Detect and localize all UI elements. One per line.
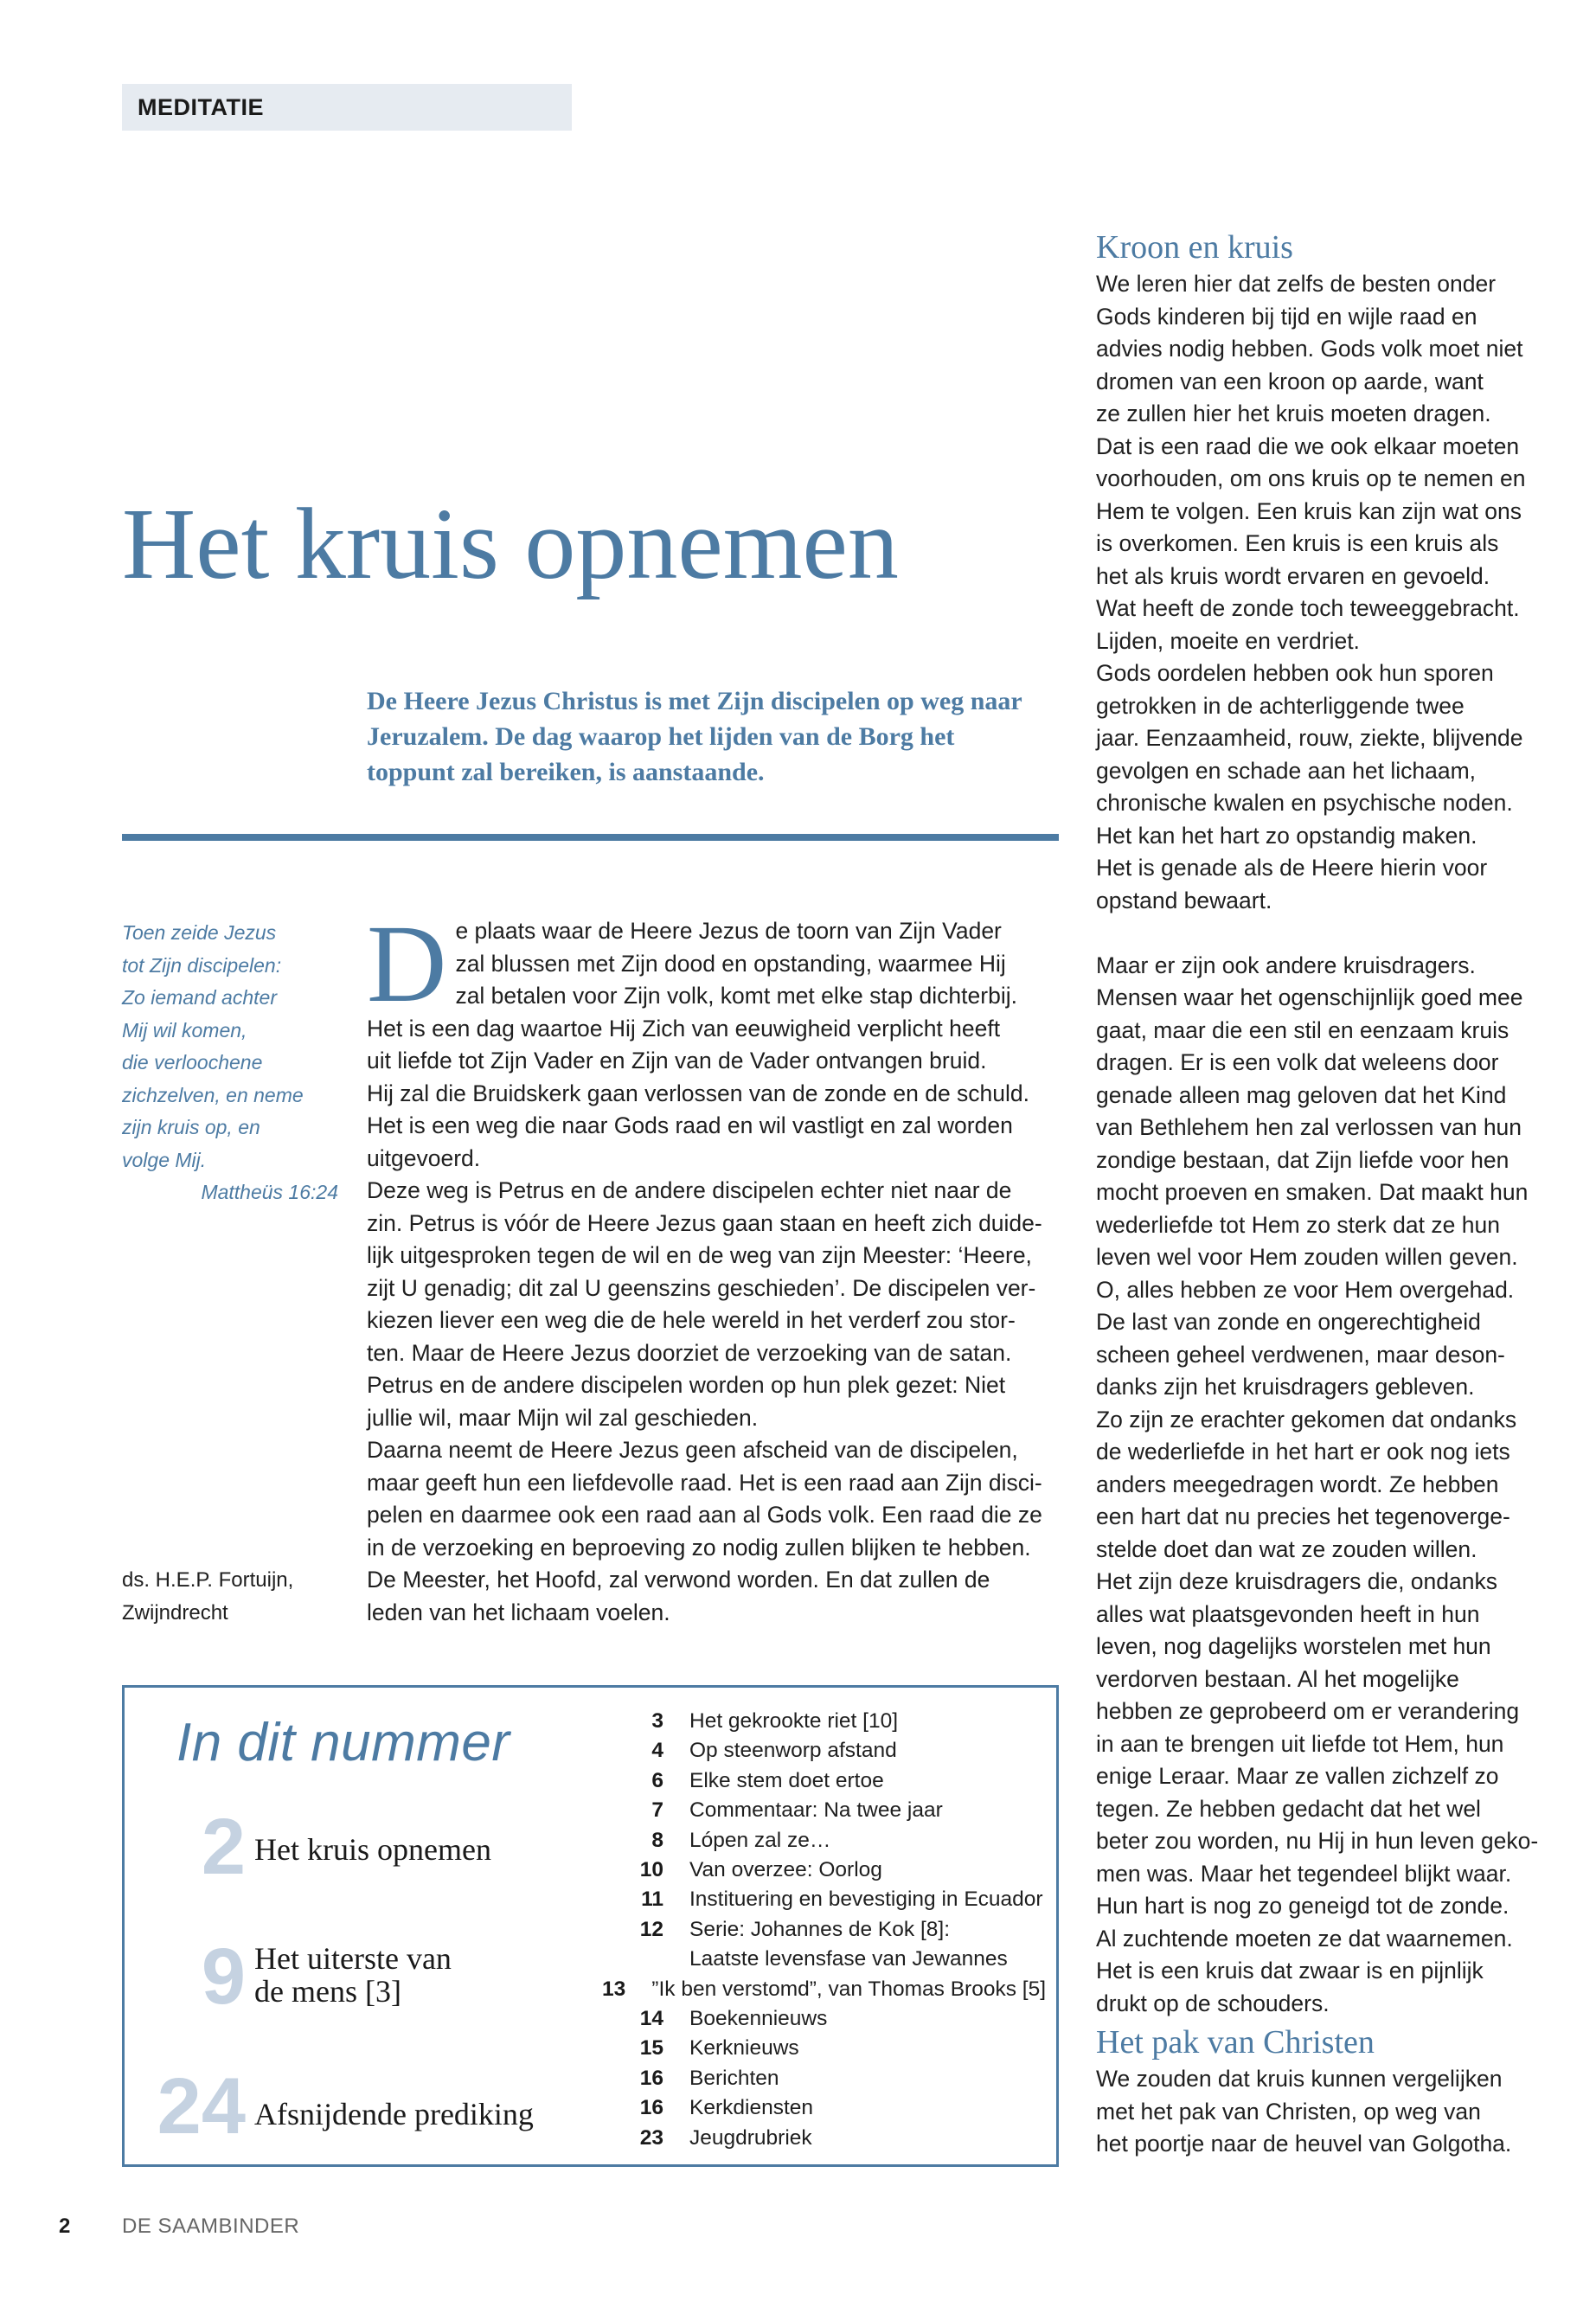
paragraph-line: We leren hier dat zelfs de besten onder: [1096, 271, 1497, 297]
paragraph-line: ze zullen hier het kruis moeten dragen.: [1096, 401, 1491, 426]
toc-featured-number: 2: [201, 1803, 246, 1891]
paragraph-line: Gods kinderen bij tijd en wijle raad en: [1096, 303, 1477, 330]
toc-item[interactable]: [596, 1885, 1046, 1914]
paragraph-line: men was. Maar het tegendeel blijkt waar.: [1096, 1860, 1512, 1887]
paragraph-line: voorhouden, om ons kruis op te nemen en: [1096, 465, 1526, 491]
toc-item[interactable]: [596, 2093, 1046, 2123]
toc-featured-title: Het kruis opnemen: [254, 1832, 491, 1867]
drop-cap: D: [367, 902, 447, 1025]
paragraph-line: Zo zijn ze erachter gekomen dat ondanks: [1096, 1406, 1517, 1433]
toc-item-title: Lópen zal ze…: [689, 1828, 831, 1852]
body-line: maar geeft hun een liefdevolle raad. Het is een raad aan Zijn disci-: [367, 1469, 1042, 1496]
paragraph-line: alles wat plaatsgevonden heeft in hun: [1096, 1600, 1480, 1627]
paragraph-line: Al zuchtende moeten ze dat waarnemen.: [1096, 1925, 1513, 1952]
subheading-kroon-en-kruis: Kroon en kruis: [1096, 229, 1293, 266]
toc-item-title: Serie: Johannes de Kok [8]:: [689, 1917, 950, 1941]
toc-list: [596, 1707, 1046, 2153]
paragraph-line: een hart dat nu precies het tegenoverge-: [1096, 1503, 1510, 1529]
quote-line: Zo iemand achter: [122, 986, 277, 1009]
page-title: Het kruis opnemen: [122, 487, 899, 600]
page-number: 2: [59, 2214, 71, 2238]
toc-item-page: 23: [639, 2125, 663, 2150]
toc-item-title: Commentaar: Na twee jaar: [689, 1798, 943, 1823]
toc-featured-number: 9: [201, 1932, 246, 2021]
paragraph-line: het poortje naar de heuvel van Golgotha.: [1096, 2131, 1512, 2157]
quote-line: Toen zeide Jezus: [122, 921, 277, 944]
toc-item-title: Van overzee: Oorlog: [689, 1858, 882, 1882]
body-line: uit liefde tot Zijn Vader en Zijn van de Vader ontvangen bruid.: [367, 1048, 987, 1074]
subheading-pak-van-christen: Het pak van Christen: [1096, 2024, 1375, 2061]
paragraph-line: dromen van een kroon op aarde, want: [1096, 368, 1484, 394]
paragraph-line: zondige bestaan, dat Zijn liefde voor hen: [1096, 1146, 1509, 1173]
paragraph-line: in aan te brengen uit liefde tot Hem, hun: [1096, 1730, 1504, 1757]
toc-item[interactable]: [596, 2124, 1046, 2153]
body-line: lijk uitgesproken tegen de wil en de weg van zijn Meester: ‘Heere,: [367, 1242, 1032, 1268]
lead-paragraph: De Heere Jezus Christus is met Zijn discipelen op weg naar Jeruzalem. De dag waarop het lijden van de Borg het toppunt zal bereiken, is aanstaande.: [367, 687, 1022, 786]
paragraph-line: Het kan het hart zo opstandig maken.: [1096, 822, 1477, 849]
paragraph-line: chronische kwalen en psychische noden.: [1096, 790, 1513, 816]
toc-item[interactable]: [596, 2004, 1046, 2034]
paragraph-line: gaat, maar die een stil en eenzaam kruis: [1096, 1016, 1509, 1043]
paragraph-line: Wat heeft de zonde toch teweeggebracht.: [1096, 595, 1520, 621]
paragraph-line: dragen. Er is een volk dat weleens door: [1096, 1049, 1499, 1075]
body-line: zin. Petrus is vóór de Heere Jezus gaan staan en heeft zich duide-: [367, 1209, 1042, 1236]
toc-item-page: 16: [639, 2096, 663, 2120]
paragraph-line: Gods oordelen hebben ook hun sporen: [1096, 660, 1494, 686]
paragraph-line: tegen. Ze hebben gedacht dat het wel: [1096, 1795, 1481, 1822]
quote-line: die verloochene: [122, 1051, 263, 1074]
body-line: in de verzoeking en beproeving zo nodig zullen blijken te hebben.: [367, 1534, 1031, 1561]
body-line: Hij zal die Bruidskerk gaan verlossen van de zonde en de schuld.: [367, 1080, 1030, 1106]
toc-item-page: 14: [639, 2007, 663, 2031]
paragraph-line: Dat is een raad die we ook elkaar moeten: [1096, 433, 1520, 459]
body-line: Petrus en de andere discipelen worden op hun plek gezet: Niet: [367, 1372, 1006, 1398]
paragraph-line: leven wel voor Hem zouden willen geven.: [1096, 1244, 1518, 1270]
quote-line: tot Zijn discipelen:: [122, 953, 282, 977]
quote-line: zijn kruis op, en: [122, 1116, 260, 1138]
toc-featured-item[interactable]: [125, 1932, 574, 2023]
scripture-quote: [122, 917, 338, 1209]
toc-featured-title: Afsnijdende prediking: [254, 2097, 534, 2131]
toc-item[interactable]: [596, 1796, 1046, 1825]
paragraph-line: Hem te volgen. Een kruis kan zijn wat ons: [1096, 497, 1522, 524]
section-label: MEDITATIE: [122, 84, 572, 131]
body-line: zal blussen met Zijn dood en opstanding, waarmee Hij: [455, 950, 1006, 977]
body-line: pelen en daarmee ook een raad aan al Gods volk. Een raad die ze: [367, 1502, 1042, 1528]
body-line: Deze weg is Petrus en de andere discipelen echter niet naar de: [367, 1177, 1012, 1203]
paragraph-line: Hun hart is nog zo geneigd tot de zonde.: [1096, 1893, 1509, 1919]
toc-item-page: 4: [651, 1739, 663, 1763]
paragraph-line: leven, nog dagelijks worstelen met hun: [1096, 1633, 1491, 1659]
toc-item[interactable]: [596, 1856, 1046, 1885]
toc-item-title: Kerkdiensten: [689, 2096, 814, 2120]
toc-item-page: 16: [639, 2066, 663, 2090]
toc-item-page: 3: [651, 1709, 663, 1733]
toc-item[interactable]: [596, 1975, 1046, 2004]
paragraph-line: enige Leraar. Maar ze vallen zichzelf zo: [1096, 1763, 1499, 1789]
paragraph-line: getrokken in de achterliggende twee: [1096, 692, 1465, 719]
toc-item-page: 8: [651, 1828, 663, 1852]
body-line: e plaats waar de Heere Jezus de toorn van Zijn Vader: [455, 918, 1002, 944]
toc-item[interactable]: [596, 1766, 1046, 1796]
paragraph-line: Het is een kruis dat zwaar is en pijnlijk: [1096, 1958, 1484, 1984]
body-line: uitgevoerd.: [367, 1144, 481, 1171]
paragraph-line: Lijden, moeite en verdriet.: [1096, 627, 1360, 654]
toc-item[interactable]: [596, 1915, 1046, 1945]
body-line: Het is een dag waartoe Hij Zich van eeuwigheid verplicht heeft: [367, 1015, 1001, 1042]
toc-title: In dit nummer: [176, 1713, 510, 1772]
paragraph-line: hebben ze geprobeerd om er verandering: [1096, 1698, 1520, 1724]
divider-rule: [122, 834, 1059, 841]
toc-item-title: Berichten: [689, 2066, 779, 2090]
magazine-name: DE SAAMBINDER: [122, 2214, 300, 2238]
paragraph-line: de wederliefde in het hart er ook nog iets: [1096, 1439, 1510, 1465]
toc-item-title: Het gekrookte riet [10]: [689, 1709, 899, 1733]
table-of-contents: [122, 1685, 1059, 2167]
paragraph-line: verdorven bestaan. Al het mogelijke: [1096, 1665, 1459, 1692]
toc-item-page: 12: [639, 1917, 663, 1941]
toc-item-title: Kerknieuws: [689, 2036, 799, 2061]
quote-line: zichzelven, en neme: [122, 1083, 304, 1106]
body-line: De Meester, het Hoofd, zal verwond worden. En dat zullen de: [367, 1567, 990, 1593]
paragraph-line: scheen geheel verdwenen, maar deson-: [1096, 1341, 1505, 1368]
paragraph-line: jaar. Eenzaamheid, rouw, ziekte, blijvende: [1096, 725, 1523, 751]
body-line: zijt U genadig; dit zal U geenszins geschieden’. De discipelen ver-: [367, 1274, 1036, 1301]
right-column: [1096, 227, 1554, 2161]
toc-item-title: Instituering en bevestiging in Ecuador: [689, 1888, 1043, 1912]
toc-item-title: Laatste levensfase van Jewannes: [689, 1947, 1008, 1971]
body-line: zal betalen voor Zijn volk, komt met elke stap dichterbij.: [455, 983, 1017, 1009]
paragraph-line: gevolgen en schade aan het lichaam,: [1096, 757, 1477, 784]
paragraph-line: beter zou worden, nu Hij in hun leven geko-: [1096, 1828, 1539, 1854]
toc-item-page: 6: [651, 1768, 663, 1792]
body-line: Het is een weg die naar Gods raad en wil vastligt en zal worden: [367, 1112, 1013, 1138]
toc-item-title: Elke stem doet ertoe: [689, 1768, 884, 1792]
paragraph-line: drukt op de schouders.: [1096, 1990, 1330, 2016]
paragraph-line: stelde doet dan wat ze zouden willen.: [1096, 1535, 1477, 1562]
toc-featured-number: 24: [157, 2062, 246, 2150]
toc-featured-item[interactable]: [125, 1803, 574, 1894]
body-line: Daarna neemt de Heere Jezus geen afscheid van de discipelen,: [367, 1437, 1018, 1463]
paragraph-line: advies nodig hebben. Gods volk moet niet: [1096, 336, 1523, 362]
toc-item-title: Jeugdrubriek: [689, 2125, 812, 2150]
paragraph-line: danks zijn het kruisdragers gebleven.: [1096, 1374, 1475, 1400]
toc-item[interactable]: [596, 2064, 1046, 2093]
author-place: Zwijndrecht: [122, 1600, 228, 1625]
body-line: leden van het lichaam voelen.: [367, 1599, 670, 1625]
paragraph-line: wederliefde tot Hem zo sterk dat ze hun: [1096, 1211, 1500, 1238]
toc-item-title: ”Ik ben verstomd”, van Thomas Brooks [5]: [651, 1977, 1046, 2001]
toc-item-title: Boekennieuws: [689, 2007, 828, 2031]
toc-item[interactable]: [596, 1736, 1046, 1766]
toc-item-page: 11: [641, 1888, 663, 1912]
body-line: ten. Maar de Heere Jezus doorziet de verzoeking van de satan.: [367, 1339, 1012, 1366]
paragraph-line: is overkomen. Een kruis is een kruis als: [1096, 530, 1499, 556]
toc-item-page: [596, 1945, 689, 1974]
paragraph-line: mocht proeven en smaken. Dat maakt hun: [1096, 1179, 1529, 1205]
paragraph-line: De last van zonde en ongerechtigheid: [1096, 1309, 1481, 1335]
paragraph-line: We zouden dat kruis kunnen vergelijken: [1096, 2066, 1503, 2092]
toc-featured-title-line2: de mens [3]: [254, 1974, 401, 2009]
article-body: [367, 902, 1059, 1629]
toc-item[interactable]: [596, 1707, 1046, 1736]
toc-item[interactable]: [596, 1826, 1046, 1856]
author-credit: [122, 1564, 338, 1629]
quote-line: volge Mij.: [122, 1148, 207, 1171]
paragraph-line: opstand bewaart.: [1096, 887, 1272, 913]
paragraph-line: met het pak van Christen, op weg van: [1096, 2098, 1481, 2125]
toc-item-page: 7: [651, 1798, 663, 1823]
body-line: jullie wil, maar Mijn wil zal geschieden.: [367, 1404, 759, 1431]
paragraph-line: Mensen waar het ogenschijnlijk goed mee: [1096, 984, 1523, 1010]
toc-item-page: 10: [639, 1858, 663, 1882]
toc-featured-item[interactable]: [125, 2062, 574, 2153]
scripture-reference: Mattheüs 16:24: [201, 1181, 338, 1203]
paragraph-line: anders meegedragen wordt. Ze hebben: [1096, 1471, 1499, 1497]
paragraph-line: Het is genade als de Heere hierin voor: [1096, 855, 1488, 881]
paragraph-line: O, alles hebben ze voor Hem overgehad.: [1096, 1276, 1515, 1303]
toc-item[interactable]: [596, 2034, 1046, 2063]
paragraph-line: genade alleen mag geloven dat het Kind: [1096, 1081, 1507, 1108]
toc-item-page: 13: [602, 1977, 626, 2001]
paragraph-line: van Bethlehem hen zal verlossen van hun: [1096, 1114, 1522, 1140]
paragraph-line: het als kruis wordt ervaren en gevoeld.: [1096, 562, 1490, 589]
paragraph-line: Maar er zijn ook andere kruisdragers.: [1096, 952, 1476, 978]
toc-featured-title: Het uiterste van: [254, 1941, 452, 1976]
body-line: kiezen liever een weg die de hele wereld in het verderf zou stor-: [367, 1307, 1016, 1333]
toc-item[interactable]: [596, 1945, 1046, 1974]
quote-line: Mij wil komen,: [122, 1018, 247, 1042]
toc-item-title: Op steenworp afstand: [689, 1739, 897, 1763]
author-name: ds. H.E.P. Fortuijn,: [122, 1568, 294, 1592]
toc-item-page: 15: [639, 2036, 663, 2061]
paragraph-line: Het zijn deze kruisdragers die, ondanks: [1096, 1568, 1497, 1594]
